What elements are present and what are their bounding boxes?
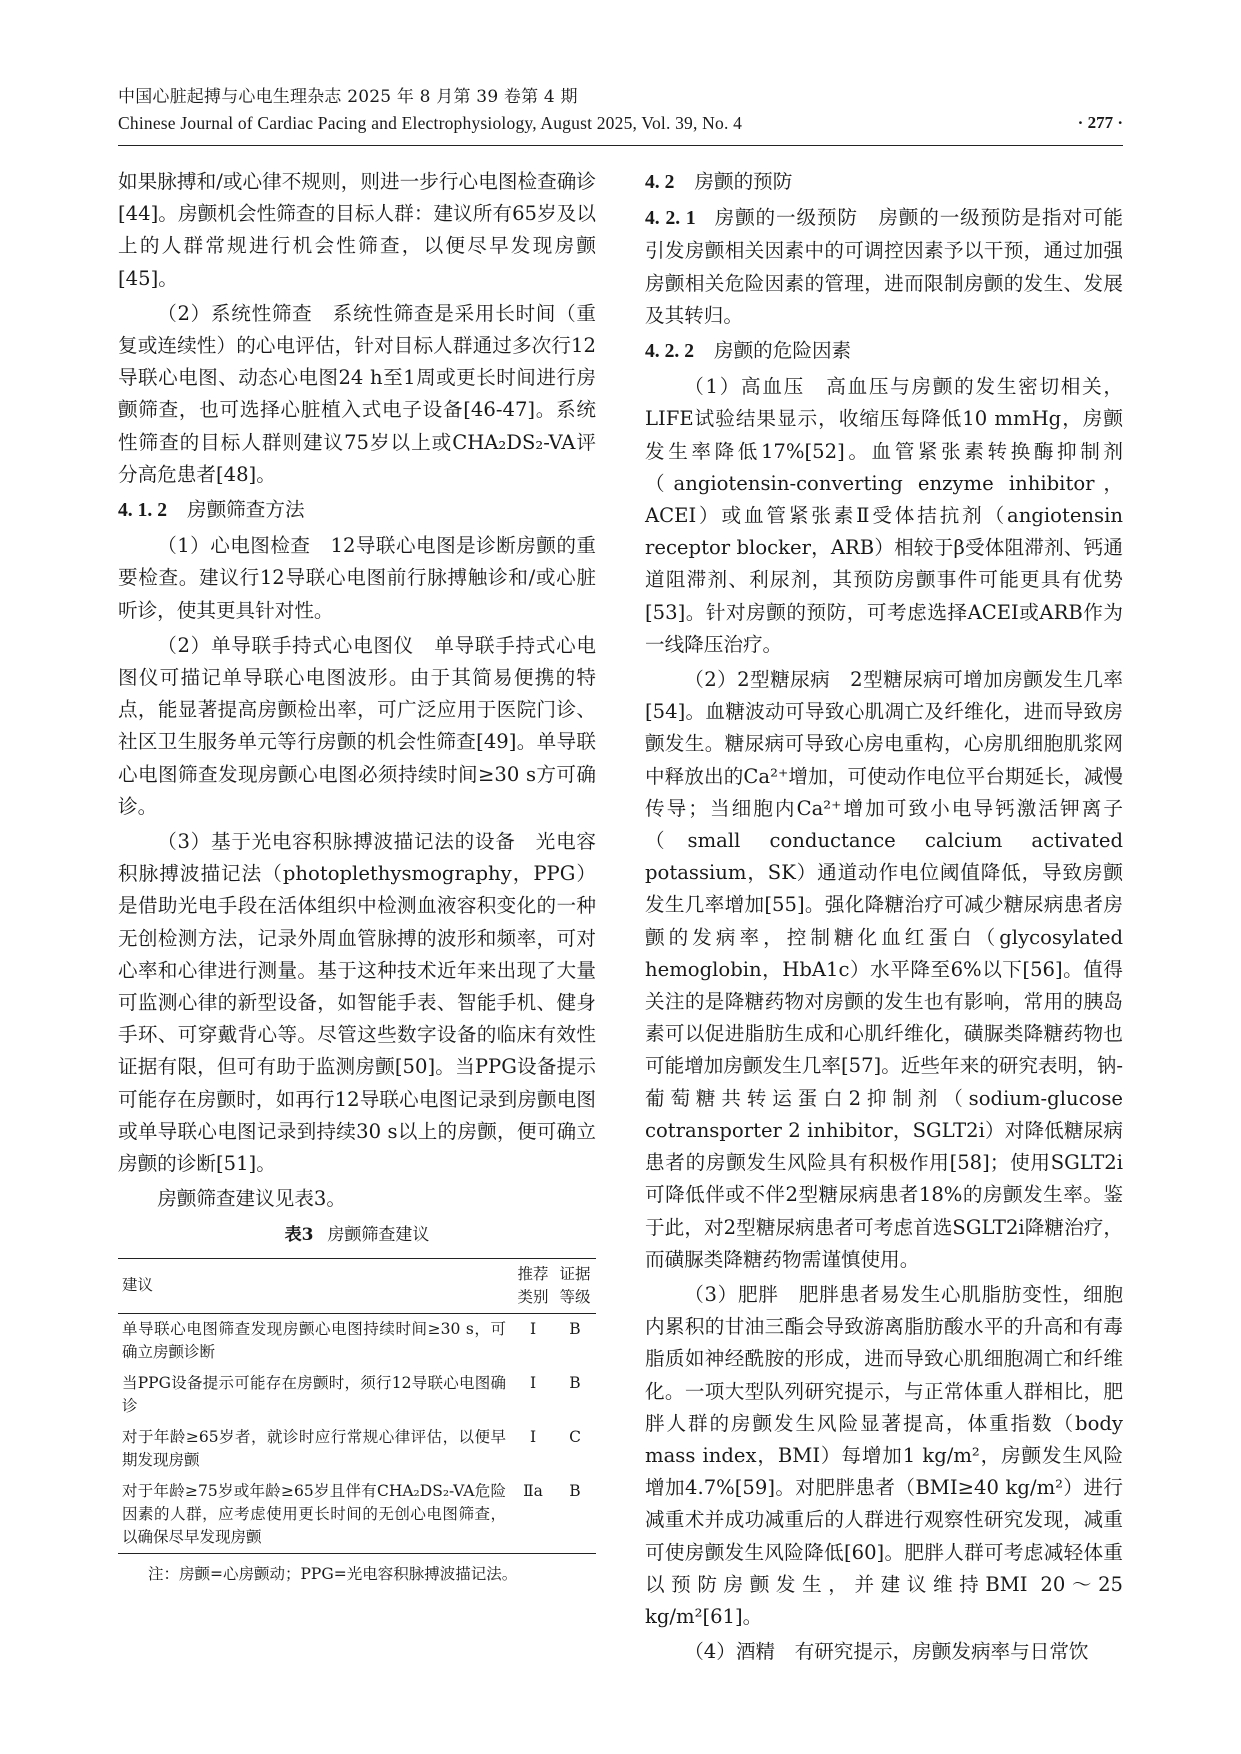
table-cell-recommendation: 对于年龄≥75岁或年龄≥65岁且伴有CHA₂DS₂-VA危险因素的人群，应考虑使用更长时间的无创心电图筛查，以确保尽早发现房颤 bbox=[122, 1481, 506, 1546]
journal-title-cn: 中国心脏起搏与心电生理杂志 2025 年 8 月第 39 卷第 4 期 bbox=[118, 87, 578, 107]
page-number: · 277 · bbox=[1077, 113, 1123, 132]
paragraph-4-2-1 bbox=[645, 202, 1123, 332]
paragraph: （3）基于光电容积脉搏波描记法的设备 光电容积脉搏波描记法（photoplethysmography，PPG）是借助光电手段在活体组织中检测血液容积变化的一种无创检测方法，记录外周血管脉搏的波形和频率，可对心率和心律进行测量。基于这种技术近年来出现了大量可监测心律的新型设备，如智能手表、智能手机、健身手环、可穿戴背心等。尽管这些数字设备的临床有效性证据有限，但可有助于监测房颤[50]。当PPG设备提示可能存在房颤时，如再行12导联心电图记录到房颤电图或单导联心电图记录到持续30 s以上的房颤，便可确立房颤的诊断[51]。 bbox=[118, 830, 596, 1176]
table-cell-class: Ⅰ bbox=[529, 1319, 537, 1338]
table-cell-level: B bbox=[569, 1373, 581, 1392]
table-cell-recommendation: 对于年龄≥65岁者，就诊时应行常规心律评估，以便早期发现房颤 bbox=[122, 1427, 506, 1469]
section-number: 4. 2. 1 bbox=[645, 208, 696, 230]
paragraph: （4）酒精 有研究提示，房颤发病率与日常饮 bbox=[684, 1640, 1089, 1664]
table-cell-class: Ⅰ bbox=[529, 1427, 537, 1446]
section-title: 房颤筛查方法 bbox=[186, 498, 305, 522]
table-cell-recommendation: 单导联心电图筛查发现房颤心电图持续时间≥30 s，可确立房颤诊断 bbox=[122, 1319, 506, 1361]
paragraph: 房颤筛查建议见表3。 bbox=[157, 1187, 346, 1211]
column-header-level: 证据等级 bbox=[559, 1264, 591, 1306]
paragraph: （1）高血压 高血压与房颤的发生密切相关，LIFE试验结果显示，收缩压每降低10 mmHg，房颤发生率降低17%[52]。血管紧张素转换酶抑制剂（angiotensin-converting enzyme inhibitor，ACEI）或血管紧张素Ⅱ受体拮抗剂（angiotensin receptor blocker，ARB）相较于β受体阻滞剂、钙通道阻滞剂、利尿剂，其预防房颤事件可能更具有优势[53]。针对房颤的预防，可考虑选择ACEI或ARB作为一线降压治疗。 bbox=[645, 375, 1123, 656]
section-heading-4-1-2 bbox=[118, 494, 596, 527]
paragraph: （3）肥胖 肥胖患者易发生心肌脂肪变性，细胞内累积的甘油三酯会导致游离脂肪酸水平的升高和有毒脂质如神经酰胺的形成，进而导致心肌细胞凋亡和纤维化。一项大型队列研究提示，与正常体重人群相比，肥胖人群的房颤发生风险显著提高，体重指数（body mass index，BMI）每增加1 kg/m²，房颤发生风险增加4.7%[59]。对肥胖患者（BMI≥40 kg/m²）进行减重术并成功减重后的人群进行观察性研究发现，减重可使房颤发生风险降低[60]。肥胖人群可考虑减轻体重以预防房颤发生，并建议维持BMI 20～25 kg/m²[61]。 bbox=[645, 1282, 1123, 1628]
section-heading-4-2-2 bbox=[645, 335, 1123, 368]
table-title: 房颤筛查建议 bbox=[327, 1224, 430, 1245]
section-heading-4-2 bbox=[645, 166, 1123, 199]
running-header bbox=[118, 84, 1123, 136]
column-header-class: 推荐类别 bbox=[517, 1264, 549, 1306]
table-row bbox=[118, 1422, 596, 1476]
paragraph: （2）系统性筛查 系统性筛查是采用长时间（重复或连续性）的心电评估，针对目标人群通过多次行12导联心电图、动态心电图24 h至1周或更长时间进行房颤筛查，也可选择心脏植入式电子设备[46-47]。系统性筛查的目标人群则建议75岁以上或CHA₂DS₂-VA评分高危患者[48]。 bbox=[118, 301, 596, 486]
table-caption bbox=[118, 1222, 596, 1248]
table-cell-class: Ⅱa bbox=[523, 1481, 543, 1500]
paragraph: （2）2型糖尿病 2型糖尿病可增加房颤发生几率[54]。血糖波动可导致心肌凋亡及纤维化，进而导致房颤发生。糖尿病可导致心房电重构，心房肌细胞肌浆网中释放出的Ca²⁺增加，可使动作电位平台期延长，减慢传导；当细胞内Ca²⁺增加可致小电导钙激活钾离子（small conductance calcium activated potassium，SK）通道动作电位阈值降低，导致房颤发生几率增加[55]。强化降糖治疗可减少糖尿病患者房颤的发病率，控制糖化血红蛋白（glycosylated hemoglobin，HbA1c）水平降至6%以下[56]。值得关注的是降糖药物对房颤的发生也有影响，常用的胰岛素可以促进脂肪生成和心肌纤维化，磺脲类降糖药物也可能增加房颤发生几率[57]。近些年来的研究表明，钠-葡萄糖共转运蛋白2抑制剂（sodium-glucose cotransporter 2 inhibitor，SGLT2i）对降低糖尿病患者的房颤发生风险具有积极作用[58]；使用SGLT2i可降低伴或不伴2型糖尿病患者18%的房颤发生率。鉴于此，对2型糖尿病患者可考虑首选SGLT2i降糖治疗，而磺脲类降糖药物需谨慎使用。 bbox=[645, 668, 1123, 1271]
header-rule bbox=[118, 145, 1123, 146]
table-cell-class: Ⅰ bbox=[529, 1373, 537, 1392]
section-title: 房颤的预防 bbox=[694, 170, 793, 193]
table-cell-level: C bbox=[569, 1427, 581, 1446]
paragraph: （1）心电图检查 12导联心电图是诊断房颤的重要检查。建议行12导联心电图前行脉搏触诊和/或心脏听诊，使其更具针对性。 bbox=[118, 534, 596, 622]
section-number: 4. 1. 2 bbox=[118, 500, 167, 522]
paragraph: 如果脉搏和/或心律不规则，则进一步行心电图检查确诊[44]。房颤机会性筛查的目标人群：建议所有65岁及以上的人群常规进行机会性筛查，以便尽早发现房颤[45]。 bbox=[118, 170, 596, 290]
table-cell-recommendation: 当PPG设备提示可能存在房颤时，须行12导联心电图确诊 bbox=[122, 1373, 506, 1415]
right-column bbox=[645, 166, 1123, 1671]
table-note: 注：房颤=心房颤动；PPG=光电容积脉搏波描记法。 bbox=[148, 1564, 518, 1583]
recommendation-table bbox=[118, 1258, 596, 1554]
journal-title-en: Chinese Journal of Cardiac Pacing and Electrophysiology, August 2025, Vol. 39, No. 4 bbox=[118, 113, 743, 133]
section-title: 房颤的危险因素 bbox=[713, 339, 852, 363]
table-row bbox=[118, 1313, 596, 1368]
section-number: 4. 2 bbox=[645, 172, 675, 193]
table-cell-level: B bbox=[569, 1319, 581, 1338]
table-row bbox=[118, 1476, 596, 1554]
table-header-row bbox=[118, 1258, 596, 1313]
column-header-recommendation: 建议 bbox=[122, 1276, 154, 1294]
table-number: 表3 bbox=[284, 1224, 314, 1245]
table-cell-level: B bbox=[569, 1481, 581, 1500]
paragraph-text: 房颤的一级预防 房颤的一级预防是指对可能引发房颤相关因素中的可调控因素予以干预，通过加强房颤相关危险因素的管理，进而限制房颤的发生、发展及其转归。 bbox=[645, 206, 1124, 327]
table-row bbox=[118, 1368, 596, 1422]
left-column bbox=[118, 166, 596, 1586]
paragraph: （2）单导联手持式心电图仪 单导联手持式心电图仪可描记单导联心电图波形。由于其简易便携的特点，能显著提高房颤检出率，可广泛应用于医院门诊、社区卫生服务单元等行房颤的机会性筛查[49]。单导联心电图筛查发现房颤心电图必须持续时间≥30 s方可确诊。 bbox=[118, 633, 596, 818]
section-number: 4. 2. 2 bbox=[645, 341, 694, 363]
